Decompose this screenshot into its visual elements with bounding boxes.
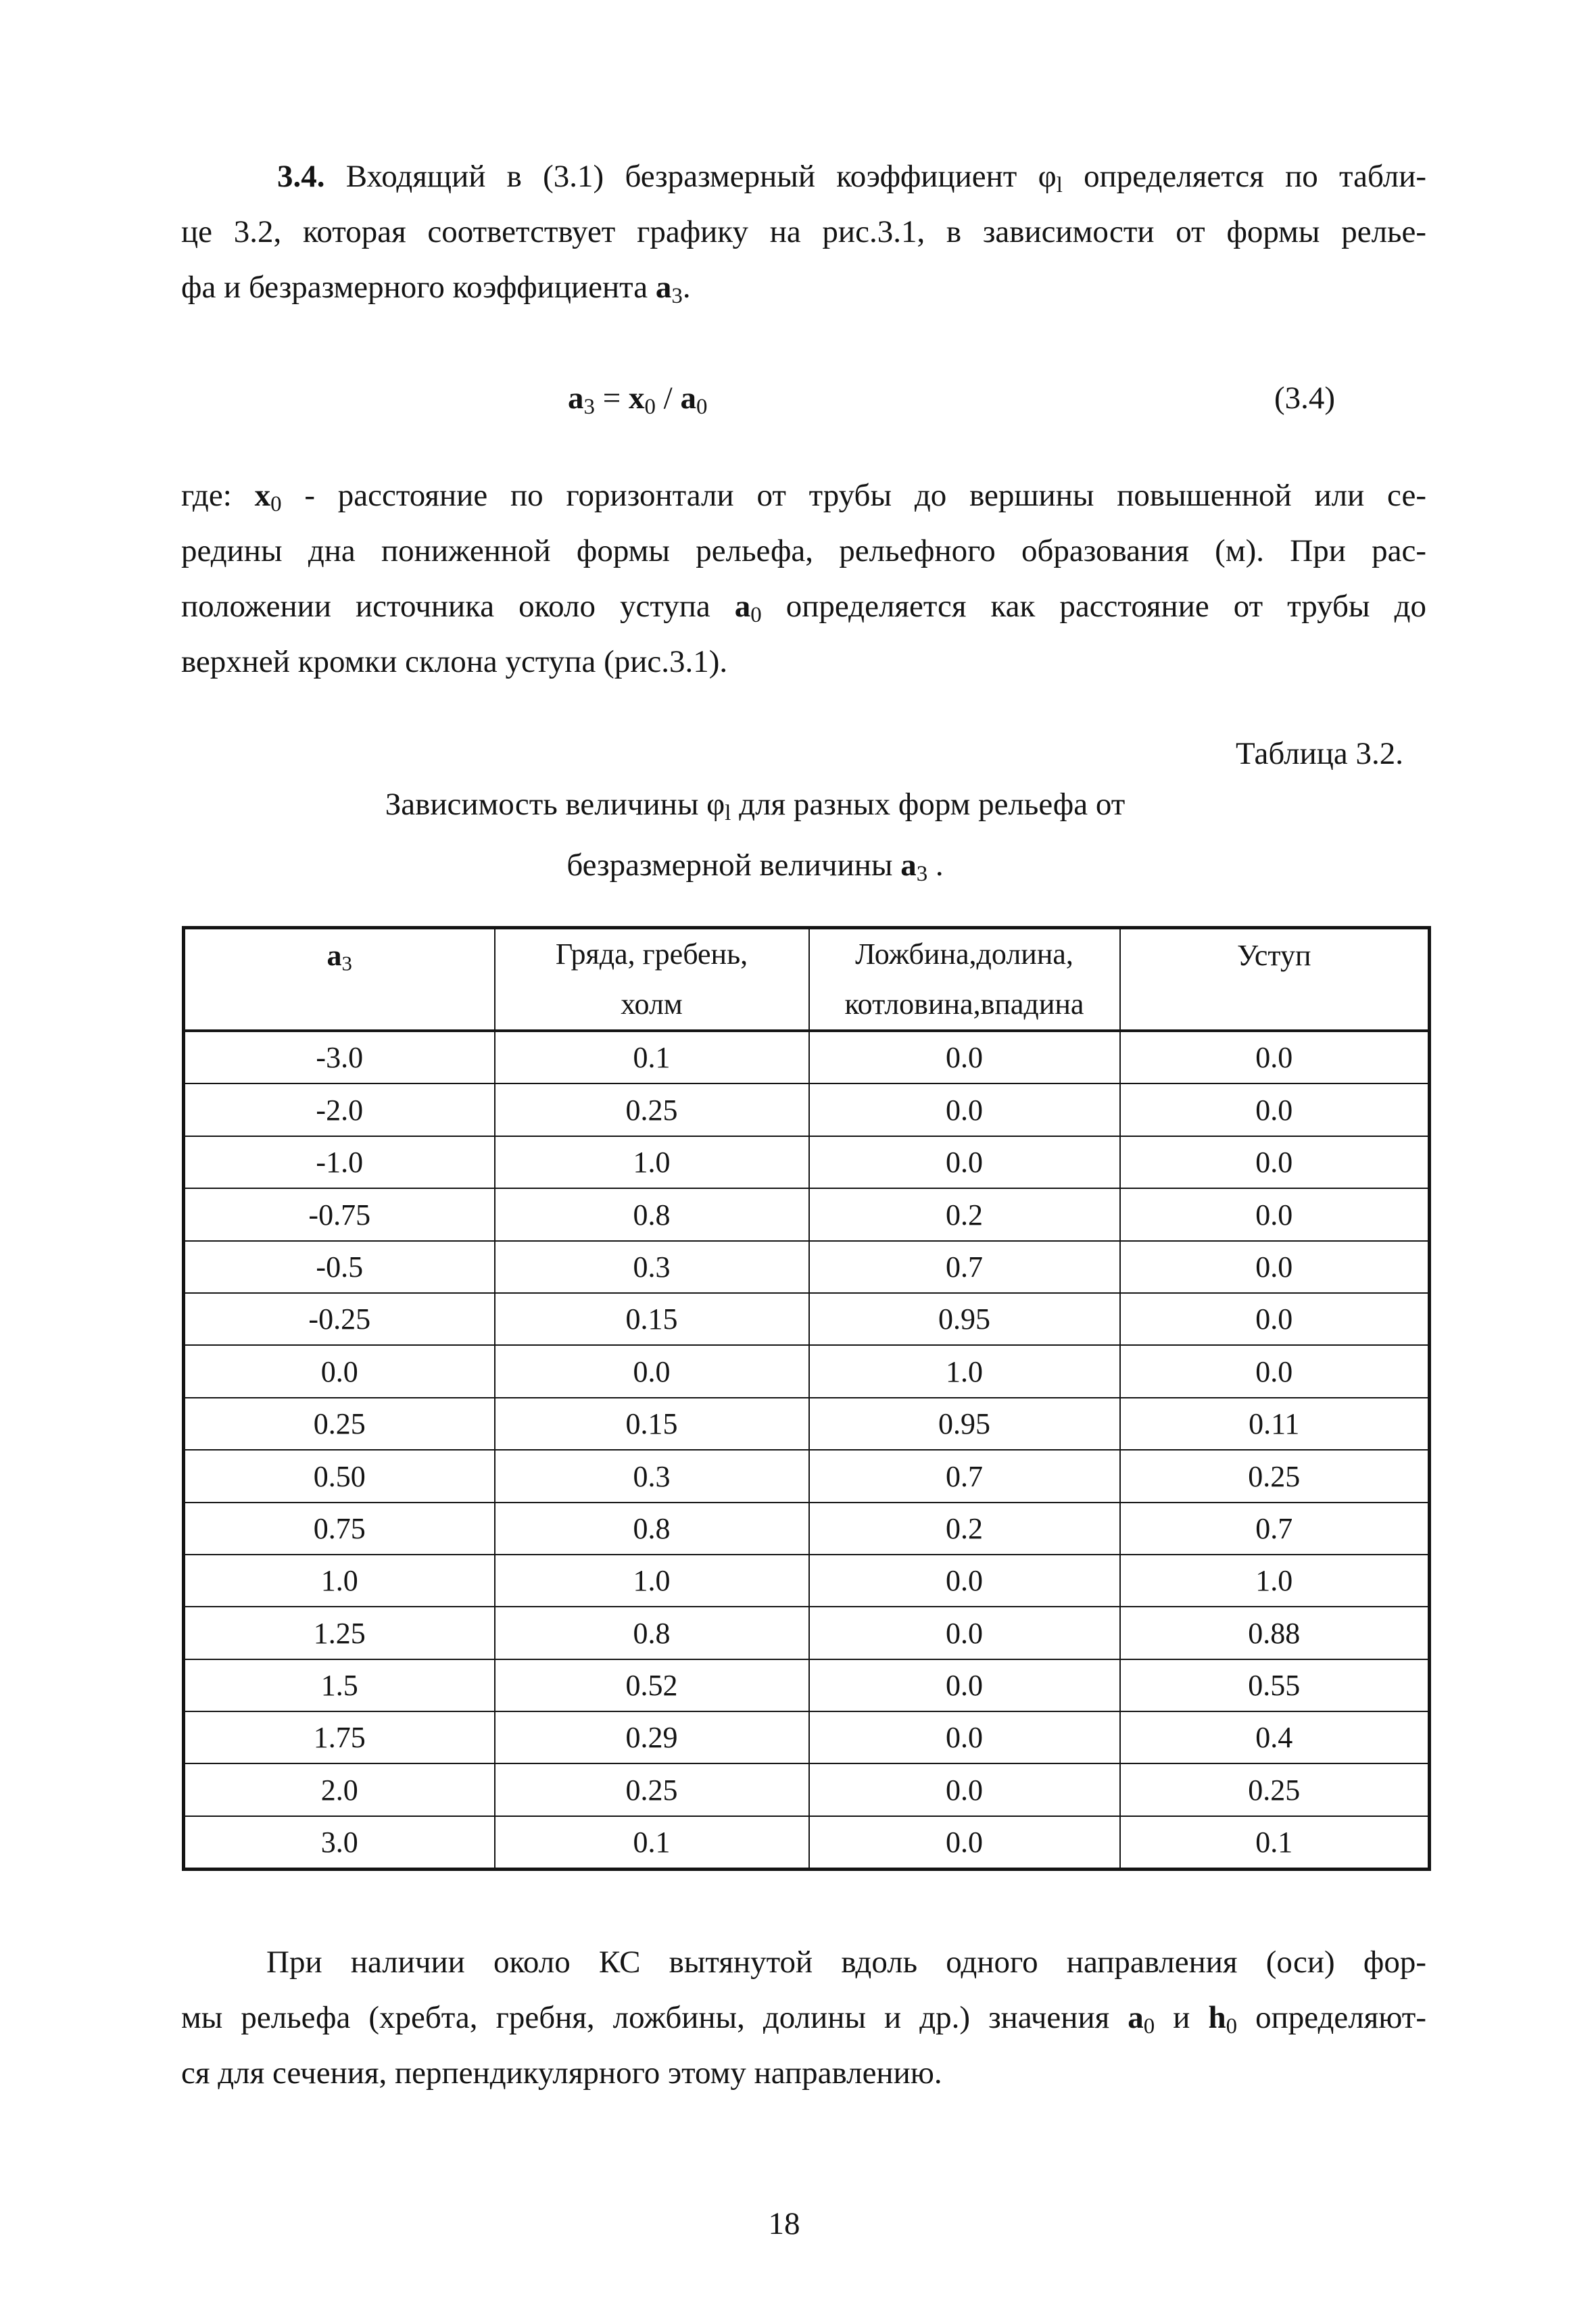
cell-ridge: 0.15 bbox=[495, 1293, 809, 1345]
cell-ledge: 0.0 bbox=[1120, 1241, 1430, 1293]
cell-ridge: 0.52 bbox=[495, 1659, 809, 1711]
header-hollow: Ложбина,долина, котловина,впадина bbox=[809, 928, 1120, 1031]
cell-a3: -2.0 bbox=[184, 1083, 495, 1136]
section-number: 3.4. bbox=[277, 159, 325, 194]
formula-number: (3.4) bbox=[1274, 381, 1336, 416]
cell-ledge: 0.0 bbox=[1120, 1136, 1430, 1188]
cell-a3: 1.5 bbox=[184, 1659, 495, 1711]
cell-ledge: 0.55 bbox=[1120, 1659, 1430, 1711]
cell-ridge: 1.0 bbox=[495, 1555, 809, 1607]
table-row bbox=[184, 1763, 1430, 1816]
cell-ledge: 1.0 bbox=[1120, 1555, 1430, 1607]
table-header-row bbox=[184, 928, 1430, 1031]
cell-hollow: 0.7 bbox=[809, 1241, 1120, 1293]
relief-coefficient-table bbox=[182, 926, 1431, 1871]
cell-ridge: 0.25 bbox=[495, 1083, 809, 1136]
cell-a3: 1.25 bbox=[184, 1607, 495, 1659]
cell-ledge: 0.0 bbox=[1120, 1293, 1430, 1345]
cell-hollow: 0.2 bbox=[809, 1503, 1120, 1555]
intro-paragraph bbox=[181, 149, 1426, 315]
table-row bbox=[184, 1136, 1430, 1188]
cell-ledge: 0.0 bbox=[1120, 1031, 1430, 1083]
table-row bbox=[184, 1816, 1430, 1870]
cell-hollow: 1.0 bbox=[809, 1345, 1120, 1397]
cell-a3: -0.25 bbox=[184, 1293, 495, 1345]
closing-line-3: ся для сечения, перпендикулярного этому направлению. bbox=[181, 2055, 942, 2091]
intro-line-2: це 3.2, которая соответствует графику на рис.3.1, в зависимости от формы релье- bbox=[181, 214, 1426, 249]
table-row bbox=[184, 1555, 1430, 1607]
cell-a3: 0.25 bbox=[184, 1398, 495, 1450]
cell-a3: 1.0 bbox=[184, 1555, 495, 1607]
cell-a3: 1.75 bbox=[184, 1711, 495, 1763]
cell-hollow: 0.0 bbox=[809, 1659, 1120, 1711]
cell-ridge: 0.3 bbox=[495, 1450, 809, 1502]
definition-line-2: редины дна пониженной формы рельефа, рельефного образования (м). При рас- bbox=[181, 533, 1426, 568]
table-row bbox=[184, 1241, 1430, 1293]
cell-ridge: 0.8 bbox=[495, 1607, 809, 1659]
cell-hollow: 0.0 bbox=[809, 1555, 1120, 1607]
closing-line-1: При наличии около КС вытянутой вдоль одного направления (оси) фор- bbox=[266, 1945, 1426, 1980]
cell-hollow: 0.0 bbox=[809, 1031, 1120, 1083]
cell-ridge: 0.1 bbox=[495, 1816, 809, 1870]
header-ledge: Уступ bbox=[1120, 928, 1430, 1031]
cell-a3: 2.0 bbox=[184, 1763, 495, 1816]
table-row bbox=[184, 1450, 1430, 1502]
cell-hollow: 0.0 bbox=[809, 1816, 1120, 1870]
closing-line-2: мы рельефа (хребта, гребня, ложбины, долины и др.) значения $a_0$ и $h_0$ определяют- bbox=[181, 2000, 1426, 2039]
table-row bbox=[184, 1607, 1430, 1659]
table-row bbox=[184, 1711, 1430, 1763]
cell-hollow: 0.0 bbox=[809, 1136, 1120, 1188]
cell-a3: 0.75 bbox=[184, 1503, 495, 1555]
cell-hollow: 0.0 bbox=[809, 1083, 1120, 1136]
table-row bbox=[184, 1083, 1430, 1136]
header-ridge: Гряда, гребень, холм bbox=[495, 928, 809, 1031]
definition-line-4: верхней кромки склона уступа (рис.3.1). bbox=[181, 644, 728, 679]
cell-a3: -3.0 bbox=[184, 1031, 495, 1083]
page-number: 18 bbox=[768, 2206, 800, 2241]
cell-hollow: 0.0 bbox=[809, 1711, 1120, 1763]
cell-ridge: 1.0 bbox=[495, 1136, 809, 1188]
cell-a3: 3.0 bbox=[184, 1816, 495, 1870]
table-row bbox=[184, 1188, 1430, 1240]
cell-ledge: 0.7 bbox=[1120, 1503, 1430, 1555]
cell-a3: 0.50 bbox=[184, 1450, 495, 1502]
cell-ledge: 0.0 bbox=[1120, 1083, 1430, 1136]
cell-ledge: 0.88 bbox=[1120, 1607, 1430, 1659]
table-label: Таблица 3.2. bbox=[1236, 736, 1404, 771]
cell-a3: 0.0 bbox=[184, 1345, 495, 1397]
cell-ridge: 0.25 bbox=[495, 1763, 809, 1816]
cell-a3: -0.75 bbox=[184, 1188, 495, 1240]
cell-ridge: 0.8 bbox=[495, 1188, 809, 1240]
header-a3: $a_3$ bbox=[184, 928, 495, 1031]
cell-hollow: 0.7 bbox=[809, 1450, 1120, 1502]
table-caption bbox=[270, 774, 1240, 896]
table-row bbox=[184, 1659, 1430, 1711]
cell-ridge: 0.0 bbox=[495, 1345, 809, 1397]
cell-ledge: 0.1 bbox=[1120, 1816, 1430, 1870]
cell-a3: -1.0 bbox=[184, 1136, 495, 1188]
table-body bbox=[184, 1031, 1430, 1870]
table-row bbox=[184, 1293, 1430, 1345]
formula-3-4: $a_3 = x_0 / a_0$ bbox=[568, 381, 708, 420]
caption-line-1: Зависимость величины $\varphi_l$ для разных форм рельефа от bbox=[385, 787, 1126, 826]
table-row bbox=[184, 1345, 1430, 1397]
cell-ledge: 0.0 bbox=[1120, 1188, 1430, 1240]
definition-paragraph bbox=[181, 468, 1426, 689]
cell-ridge: 0.8 bbox=[495, 1503, 809, 1555]
intro-line-3: фа и безразмерного коэффициента $a_3$. bbox=[181, 270, 691, 309]
intro-line-1: 3.4. Входящий в (3.1) безразмерный коэффициент $\varphi_l$ определяется по табли- bbox=[277, 159, 1426, 198]
table-row bbox=[184, 1503, 1430, 1555]
cell-hollow: 0.0 bbox=[809, 1763, 1120, 1816]
cell-hollow: 0.95 bbox=[809, 1293, 1120, 1345]
cell-hollow: 0.0 bbox=[809, 1607, 1120, 1659]
cell-ledge: 0.25 bbox=[1120, 1450, 1430, 1502]
cell-a3: -0.5 bbox=[184, 1241, 495, 1293]
caption-line-2: безразмерной величины $a_3$ . bbox=[566, 848, 944, 887]
definition-line-3: положении источника около уступа $a_0$ определяется как расстояние от трубы до bbox=[181, 589, 1426, 628]
definition-line-1: где: $x_0$ - расстояние по горизонтали от трубы до вершины повышенной или се- bbox=[181, 478, 1426, 517]
cell-hollow: 0.2 bbox=[809, 1188, 1120, 1240]
cell-ledge: 0.25 bbox=[1120, 1763, 1430, 1816]
cell-ledge: 0.0 bbox=[1120, 1345, 1430, 1397]
cell-ledge: 0.4 bbox=[1120, 1711, 1430, 1763]
cell-ridge: 0.1 bbox=[495, 1031, 809, 1083]
table-row bbox=[184, 1398, 1430, 1450]
cell-ridge: 0.29 bbox=[495, 1711, 809, 1763]
cell-ridge: 0.15 bbox=[495, 1398, 809, 1450]
table-row bbox=[184, 1031, 1430, 1083]
cell-ledge: 0.11 bbox=[1120, 1398, 1430, 1450]
closing-paragraph bbox=[181, 1934, 1426, 2101]
cell-hollow: 0.95 bbox=[809, 1398, 1120, 1450]
cell-ridge: 0.3 bbox=[495, 1241, 809, 1293]
